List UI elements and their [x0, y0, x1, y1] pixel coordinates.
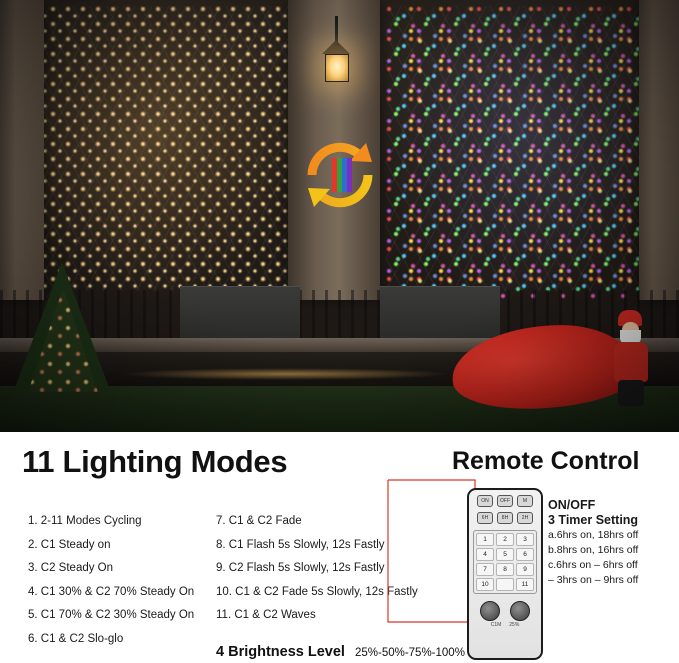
- remote-key[interactable]: 5: [496, 548, 514, 561]
- callout-timer-line: – 3hrs on – 9hrs off: [548, 574, 639, 586]
- callout-timer-title: 3 Timer Setting: [548, 513, 639, 527]
- remote-top-row[interactable]: [469, 495, 541, 507]
- brightness-label: 4 Brightness Level: [216, 644, 345, 660]
- remote-on-button[interactable]: ON: [477, 495, 493, 507]
- lantern-arm: [335, 16, 338, 42]
- remote-key[interactable]: 4: [476, 548, 494, 561]
- christmas-tree: [14, 262, 110, 398]
- remote-key[interactable]: 7: [476, 563, 494, 576]
- remote-dial-right[interactable]: [510, 601, 530, 621]
- remote-callouts: [548, 498, 676, 588]
- santa-coat: [614, 342, 648, 382]
- list-item: 5. C1 70% & C2 30% Steady On: [28, 609, 195, 621]
- remote-key[interactable]: 3: [516, 533, 534, 546]
- list-item: 8. C1 Flash 5s Slowly, 12s Fastly: [216, 538, 385, 551]
- remote-key[interactable]: 1: [476, 533, 494, 546]
- santa-legs: [618, 380, 644, 406]
- right-pillar: [639, 0, 679, 300]
- remote-key[interactable]: 11: [516, 578, 534, 591]
- lantern-body: [325, 54, 349, 82]
- remote-control-title: Remote Control: [452, 447, 640, 475]
- callout-timer-line: c.6hrs on – 6hrs off: [548, 559, 638, 571]
- lantern-hood: [322, 40, 350, 54]
- list-item: 7. C1 & C2 Fade: [216, 515, 302, 527]
- left-pillar: [0, 0, 44, 300]
- list-item: 10. C1 & C2 Fade 5s Slowly, 12s Fastly: [216, 585, 418, 598]
- remote-key[interactable]: 2: [496, 533, 514, 546]
- remote-key[interactable]: 9: [516, 563, 534, 576]
- color-cycle-arrows-icon: [296, 131, 384, 219]
- list-item: 2. C1 Steady on: [28, 538, 111, 551]
- remote-keypad[interactable]: [473, 530, 537, 594]
- list-item: 3. C2 Steady On: [28, 562, 114, 574]
- santa-figure: [604, 310, 658, 406]
- remote-timer-8h-button[interactable]: 8H: [497, 512, 513, 524]
- callout-timer-line: a.6hrs on, 18hrs off: [548, 529, 639, 541]
- warm-white-net-lights-secondary: [27, 13, 292, 298]
- info-panel: [0, 432, 679, 663]
- bench-right: [380, 286, 500, 343]
- brightness-level-row: [216, 644, 465, 660]
- list-item: 1. 2-11 Modes Cycling: [28, 515, 142, 527]
- remote-control-device[interactable]: [467, 488, 543, 660]
- bench-left: [180, 286, 300, 343]
- multicolor-net-lights-secondary: [393, 14, 658, 299]
- modes-list-column-2: [216, 510, 448, 628]
- remote-timer-6h-button[interactable]: 6H: [477, 512, 493, 524]
- list-item: 4. C1 30% & C2 70% Steady On: [28, 585, 195, 598]
- list-item: 6. C1 & C2 Slo-glo: [28, 632, 124, 645]
- hanging-lantern-icon: [320, 16, 352, 90]
- list-item: 11. C1 & C2 Waves: [216, 609, 316, 621]
- remote-key[interactable]: 6: [516, 548, 534, 561]
- callout-timer-line: b.8hrs on, 16hrs off: [548, 544, 639, 556]
- base-light-glow: [120, 368, 450, 380]
- modes-list-column-1: [28, 510, 228, 651]
- remote-dial-left-label: C1M: [490, 622, 502, 628]
- remote-key[interactable]: 10: [476, 578, 494, 591]
- brightness-levels: 25%-50%-75%-100%: [354, 647, 465, 659]
- remote-dial-captions: [469, 622, 541, 628]
- modes-headline: 11 Lighting Modes: [22, 444, 288, 479]
- remote-timer-row[interactable]: [469, 512, 541, 524]
- remote-dial-left[interactable]: [480, 601, 500, 621]
- list-item: 9. C2 Flash 5s Slowly, 12s Fastly: [216, 562, 385, 574]
- remote-key[interactable]: 8: [496, 563, 514, 576]
- remote-mode-button[interactable]: M: [517, 495, 533, 507]
- remote-dial-right-label: 25%: [509, 622, 520, 628]
- remote-dials[interactable]: [469, 601, 541, 621]
- remote-timer-2h-button[interactable]: 2H: [517, 512, 533, 524]
- callout-onoff: ON/OFF: [548, 498, 596, 512]
- remote-key: [496, 578, 514, 591]
- remote-off-button[interactable]: OFF: [497, 495, 513, 507]
